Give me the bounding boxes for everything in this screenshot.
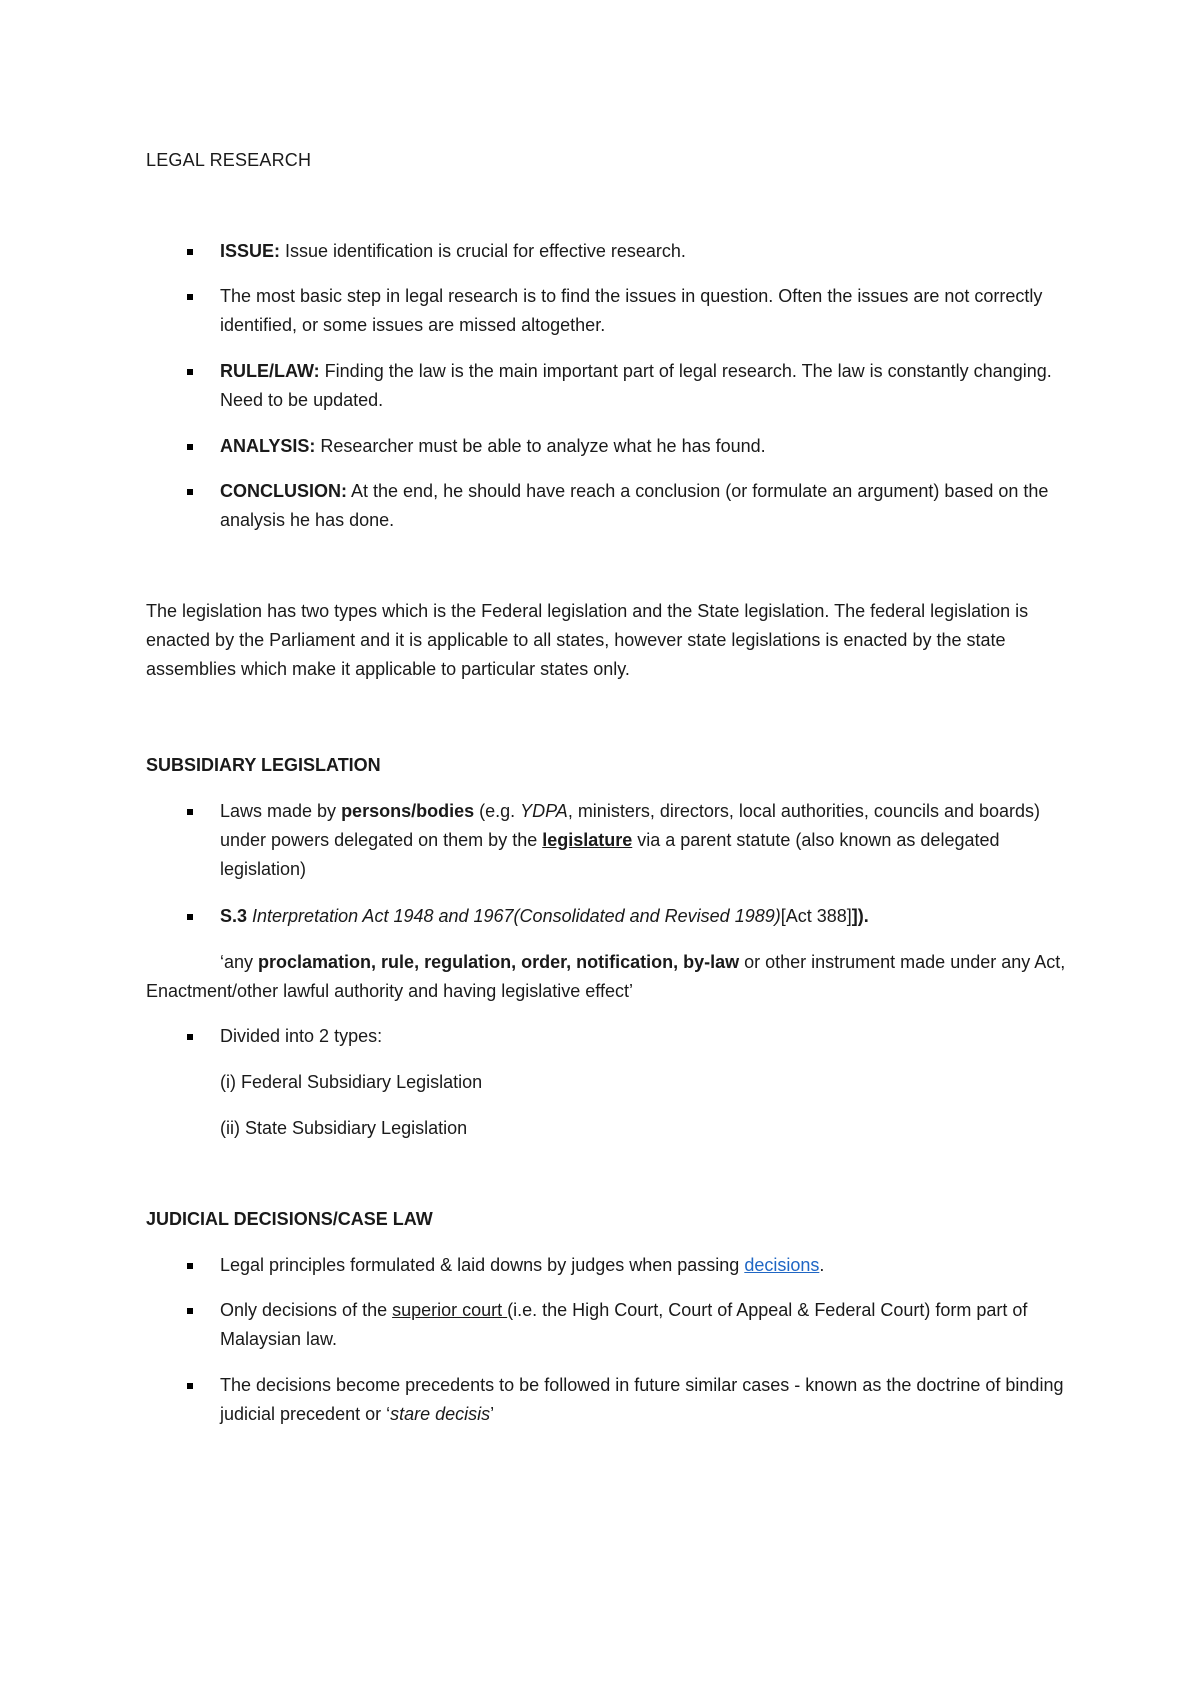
- bullet-marker-icon: [187, 1383, 193, 1389]
- keyword: proclamation, rule, regulation, order, notification, by-law: [258, 952, 740, 972]
- bullet-text: Finding the law is the main important part of legal research. The law is constantly changing. Need to be updated.: [220, 361, 1052, 410]
- bullet-marker-icon: [187, 1263, 193, 1269]
- bullet-marker-icon: [187, 1308, 193, 1314]
- bullet-lead: ISSUE:: [220, 241, 281, 261]
- bullet-text: At the end, he should have reach a conclusion (or formulate an argument) based on the analysis he has done.: [220, 481, 1049, 530]
- bullet-marker-icon: [187, 249, 193, 255]
- list-item: [220, 357, 1080, 415]
- keyword: stare decisis: [390, 1404, 491, 1424]
- list-item: [220, 1022, 1080, 1051]
- list-item: The decisions become precedents to be followed in future similar cases - known as the doctrine of binding judicial precedent or ‘stare decisis’: [220, 1371, 1080, 1429]
- list-item: [220, 282, 1080, 340]
- bullet-marker-icon: [187, 369, 193, 375]
- bullet-marker-icon: [187, 914, 193, 920]
- list-item: S.3 Interpretation Act 1948 and 1967(Consolidated and Revised 1989)[Act 388]]).: [220, 902, 1080, 931]
- keyword: persons/bodies: [341, 801, 475, 821]
- definition-quote: ‘any proclamation, rule, regulation, order, notification, by-law or other instrument made under any Act, Enactment/other lawful authority and having legislative effect’: [146, 952, 1066, 1001]
- list-item: Only decisions of the superior court (i.e. the High Court, Court of Appeal & Federal Court) form part of Malaysian law.: [220, 1296, 1080, 1354]
- keyword: legislature: [542, 830, 633, 850]
- bullet-text: Divided into 2 types:: [220, 1026, 383, 1046]
- act-title: Interpretation Act 1948 and 1967(Consolidated and Revised 1989): [247, 906, 781, 926]
- bullet-text: Researcher must be able to analyze what he has found.: [315, 436, 766, 456]
- page-title: LEGAL RESEARCH: [146, 150, 312, 170]
- list-item: Legal principles formulated & laid downs by judges when passing decisions.: [220, 1251, 1080, 1280]
- type-item: (ii) State Subsidiary Legislation: [220, 1118, 468, 1138]
- judicial-heading: JUDICIAL DECISIONS/CASE LAW: [146, 1209, 433, 1229]
- subsidiary-heading: SUBSIDIARY LEGISLATION: [146, 755, 381, 775]
- bullet-text: Issue identification is crucial for effective research.: [280, 241, 686, 261]
- bullet-marker-icon: [187, 444, 193, 450]
- section-ref: S.3: [220, 906, 248, 926]
- list-item: Laws made by persons/bodies (e.g. YDPA, ministers, directors, local authorities, councils and boards) under powers delegated on them by the legislature via a parent statute (also known as delegated legislation): [220, 797, 1080, 884]
- bullet-marker-icon: [187, 294, 193, 300]
- bullet-marker-icon: [187, 809, 193, 815]
- list-item: [220, 237, 1080, 266]
- bullet-lead: CONCLUSION:: [220, 481, 347, 501]
- bullet-lead: ANALYSIS:: [220, 436, 316, 456]
- legislation-paragraph: The legislation has two types which is the Federal legislation and the State legislation. The federal legislation is enacted by the Parliament and it is applicable to all states, however state legislations is enacted by the state assemblies which make it applicable to particular states only.: [146, 601, 1029, 679]
- decisions-link[interactable]: decisions: [744, 1255, 820, 1275]
- list-item: [220, 432, 1080, 461]
- bullet-lead: RULE/LAW:: [220, 361, 320, 381]
- type-item: (i) Federal Subsidiary Legislation: [220, 1072, 483, 1092]
- keyword: YDPA: [520, 801, 568, 821]
- bullet-marker-icon: [187, 1034, 193, 1040]
- bullet-text: The most basic step in legal research is to find the issues in question. Often the issues are not correctly identified, or some issues are missed altogether.: [220, 286, 1043, 335]
- list-item: [220, 477, 1080, 535]
- keyword: superior court: [392, 1300, 508, 1320]
- bullet-marker-icon: [187, 489, 193, 495]
